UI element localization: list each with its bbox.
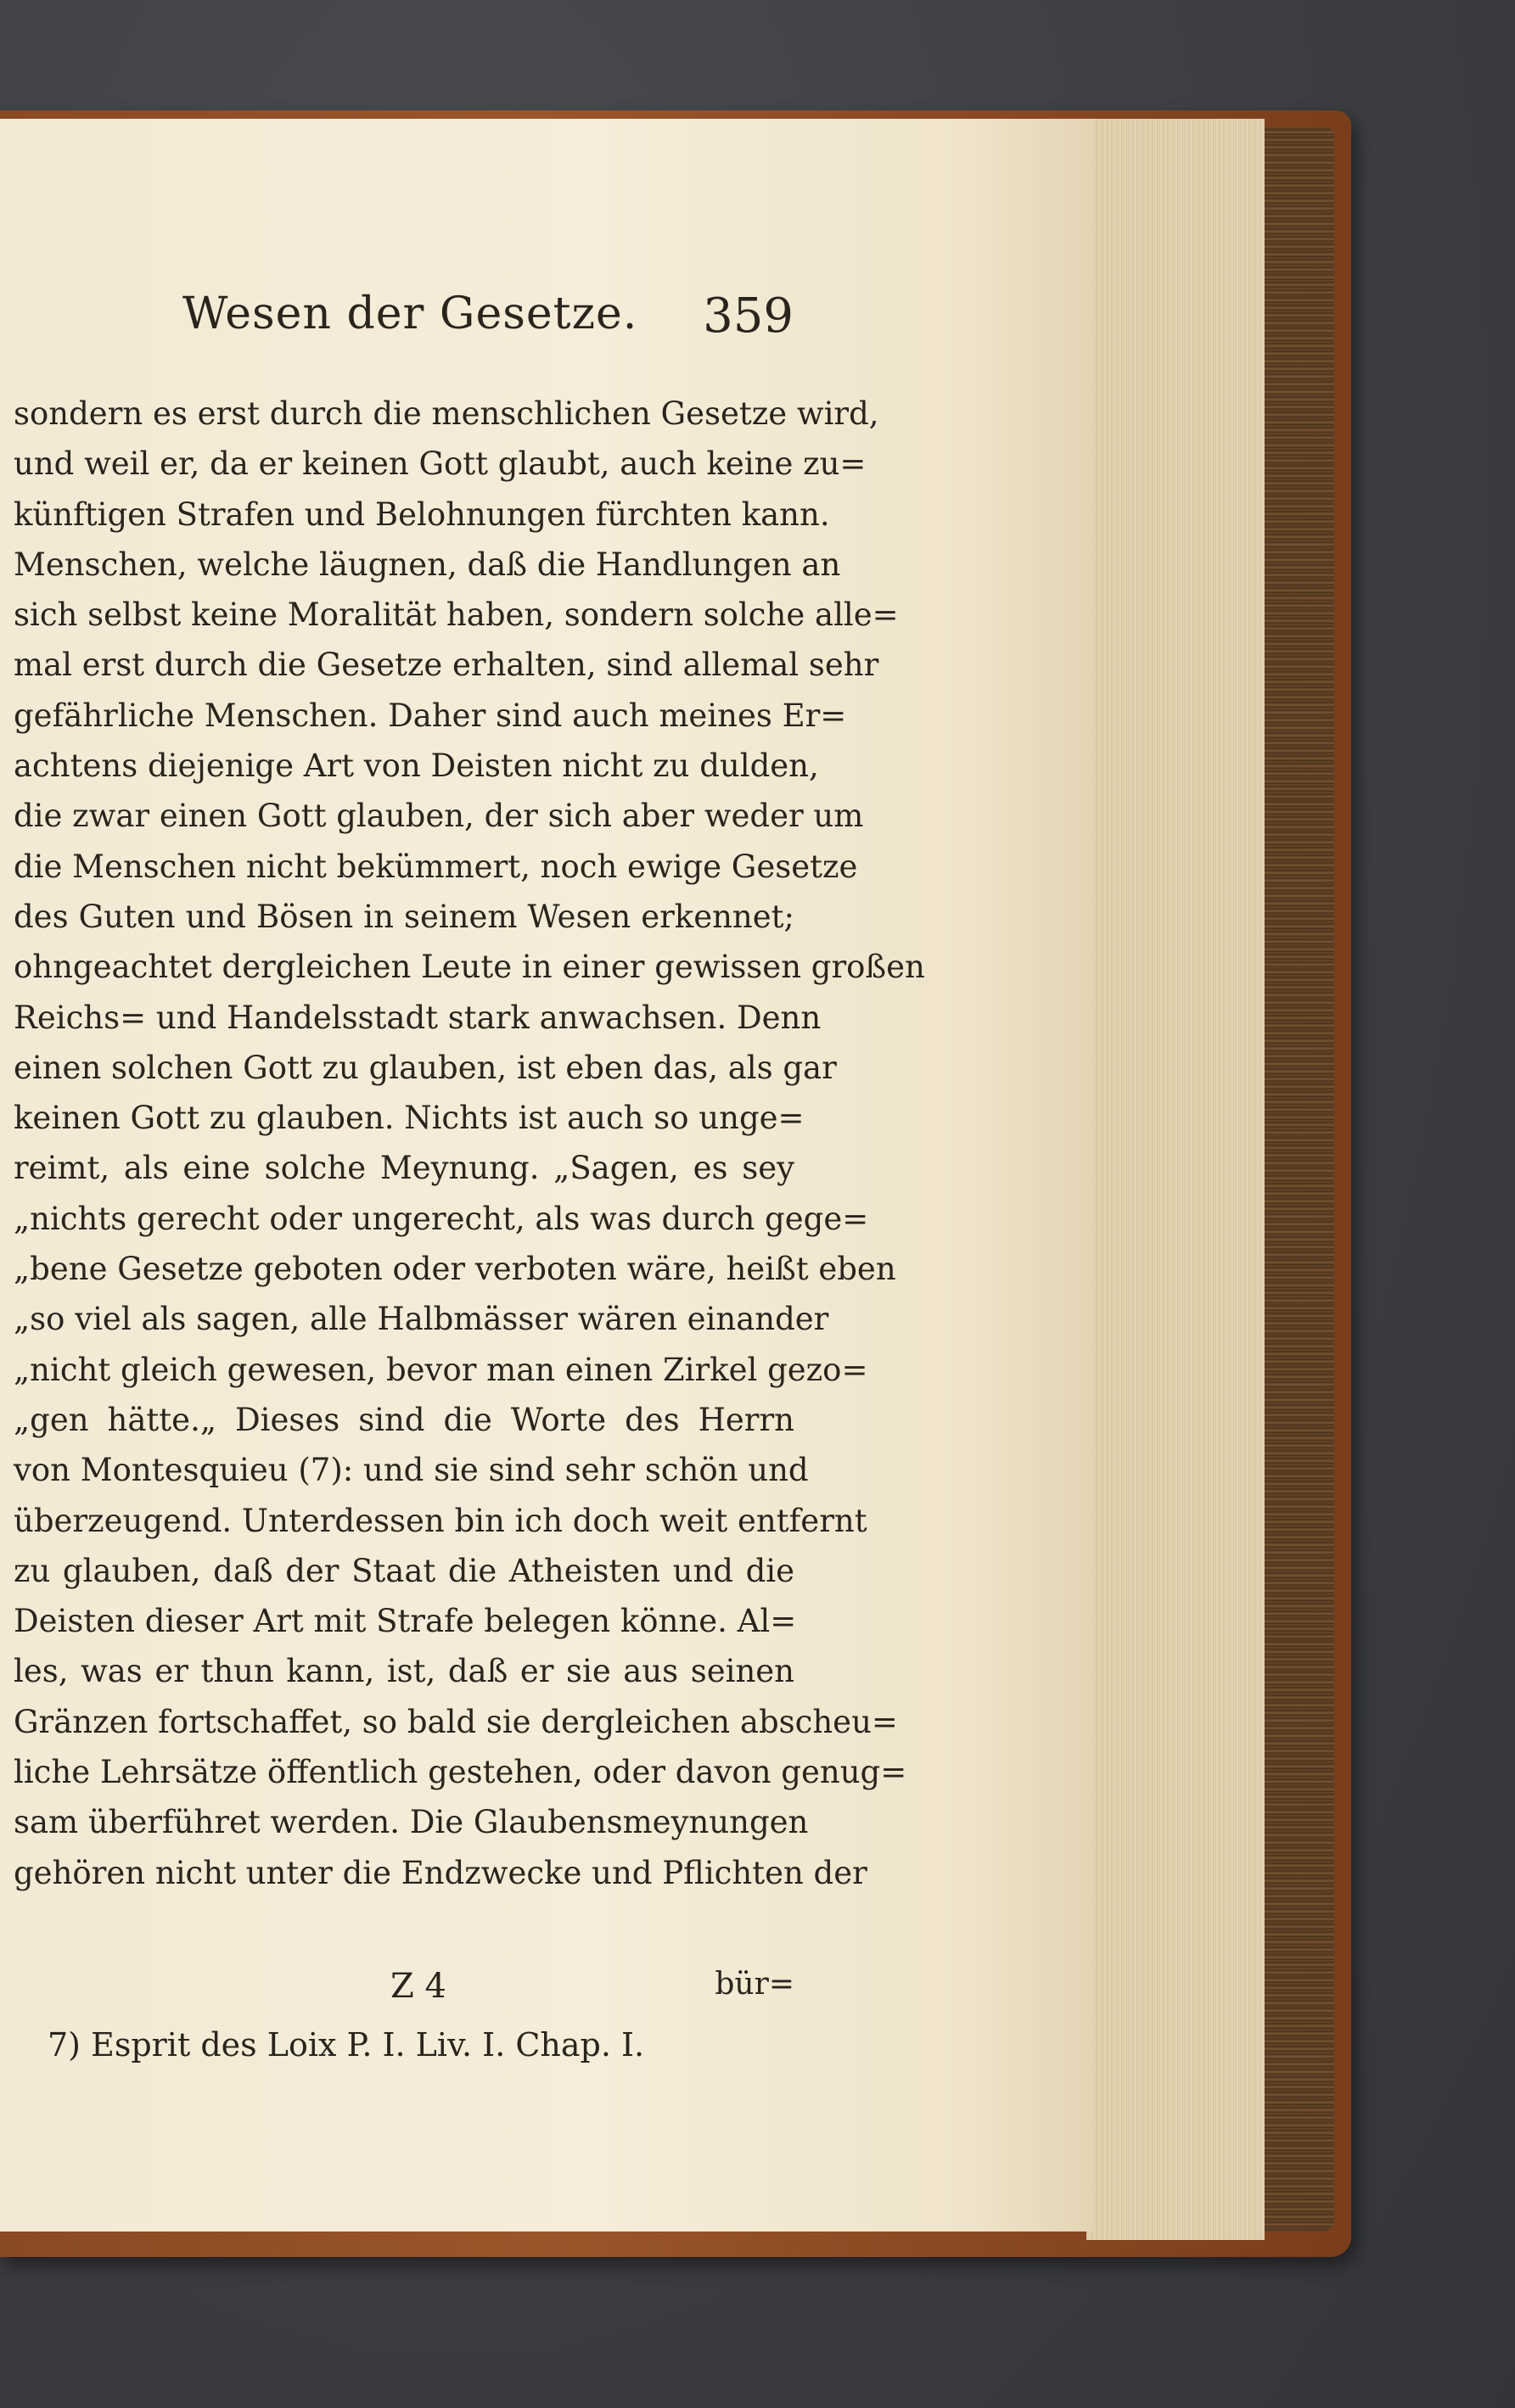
- text-line: von Montesquieu (7): und sie sind sehr schön und: [14, 1452, 809, 1489]
- running-head-title: Wesen der Gesetze.: [182, 288, 638, 339]
- text-line: überzeugend. Unterdessen bin ich doch weit entfernt: [14, 1502, 867, 1539]
- text-line: sam überführet werden. Die Glaubensmeynungen: [14, 1804, 809, 1841]
- text-line: sondern es erst durch die menschlichen Gesetze wird,: [14, 395, 879, 432]
- text-line: „nicht gleich gewesen, bevor man einen Zirkel gezo=: [14, 1351, 868, 1388]
- text-line: les, was er thun kann, ist, daß er sie aus seinen: [14, 1653, 794, 1690]
- text-line: einen solchen Gott zu glauben, ist eben das, als gar: [14, 1049, 837, 1086]
- text-line: künftigen Strafen und Belohnungen fürchten kann.: [14, 496, 830, 533]
- text-line: die Menschen nicht bekümmert, noch ewige Gesetze: [14, 848, 858, 885]
- text-line: des Guten und Bösen in seinem Wesen erkennet;: [14, 898, 794, 935]
- book-page: [0, 119, 1095, 2232]
- text-line: liche Lehrsätze öffentlich gestehen, oder davon genug=: [14, 1754, 907, 1791]
- signature-mark: Z 4: [390, 1967, 446, 2006]
- text-line: die zwar einen Gott glauben, der sich aber weder um: [14, 798, 864, 835]
- text-line: und weil er, da er keinen Gott glaubt, auch keine zu=: [14, 445, 867, 483]
- text-line: reimt, als eine solche Meynung. „Sagen, es sey: [14, 1150, 794, 1187]
- text-line: zu glauben, daß der Staat die Atheisten und die: [14, 1552, 794, 1589]
- catchword: bür=: [715, 1967, 794, 2002]
- text-line: gehören nicht unter die Endzwecke und Pflichten der: [14, 1854, 867, 1891]
- footnote: 7) Esprit des Loix P. I. Liv. I. Chap. I.: [48, 2026, 645, 2064]
- text-line: achtens diejenige Art von Deisten nicht zu dulden,: [14, 748, 819, 785]
- text-line: Menschen, welche läugnen, daß die Handlungen an: [14, 546, 841, 583]
- text-line: keinen Gott zu glauben. Nichts ist auch so unge=: [14, 1100, 805, 1137]
- text-line: „so viel als sagen, alle Halbmässer wären einander: [14, 1301, 829, 1338]
- text-line: gefährliche Menschen. Daher sind auch meines Er=: [14, 697, 847, 734]
- text-line: Gränzen fortschaffet, so bald sie dergleichen abscheu=: [14, 1703, 898, 1740]
- text-line: „bene Gesetze geboten oder verboten wäre, heißt eben: [14, 1251, 896, 1288]
- text-line: „gen hätte.„ Dieses sind die Worte des Herrn: [14, 1401, 794, 1438]
- page-footer: [170, 1967, 794, 2014]
- text-line: sich selbst keine Moralität haben, sondern solche alle=: [14, 596, 899, 634]
- book-edge: [1256, 127, 1334, 2232]
- body-text: [14, 389, 925, 1898]
- page-content: [0, 119, 1095, 2232]
- text-line: Deisten dieser Art mit Strafe belegen könne. Al=: [14, 1603, 797, 1640]
- text-line: „nichts gerecht oder ungerecht, als was durch gege=: [14, 1200, 869, 1237]
- text-line: ohngeachtet dergleichen Leute in einer gewissen großen: [14, 949, 925, 986]
- running-head: [182, 288, 794, 365]
- page-number: 359: [703, 288, 794, 344]
- text-line: mal erst durch die Gesetze erhalten, sind allemal sehr: [14, 647, 879, 684]
- page-edges: [1086, 119, 1265, 2240]
- text-line: Reichs= und Handelsstadt stark anwachsen. Denn: [14, 999, 822, 1036]
